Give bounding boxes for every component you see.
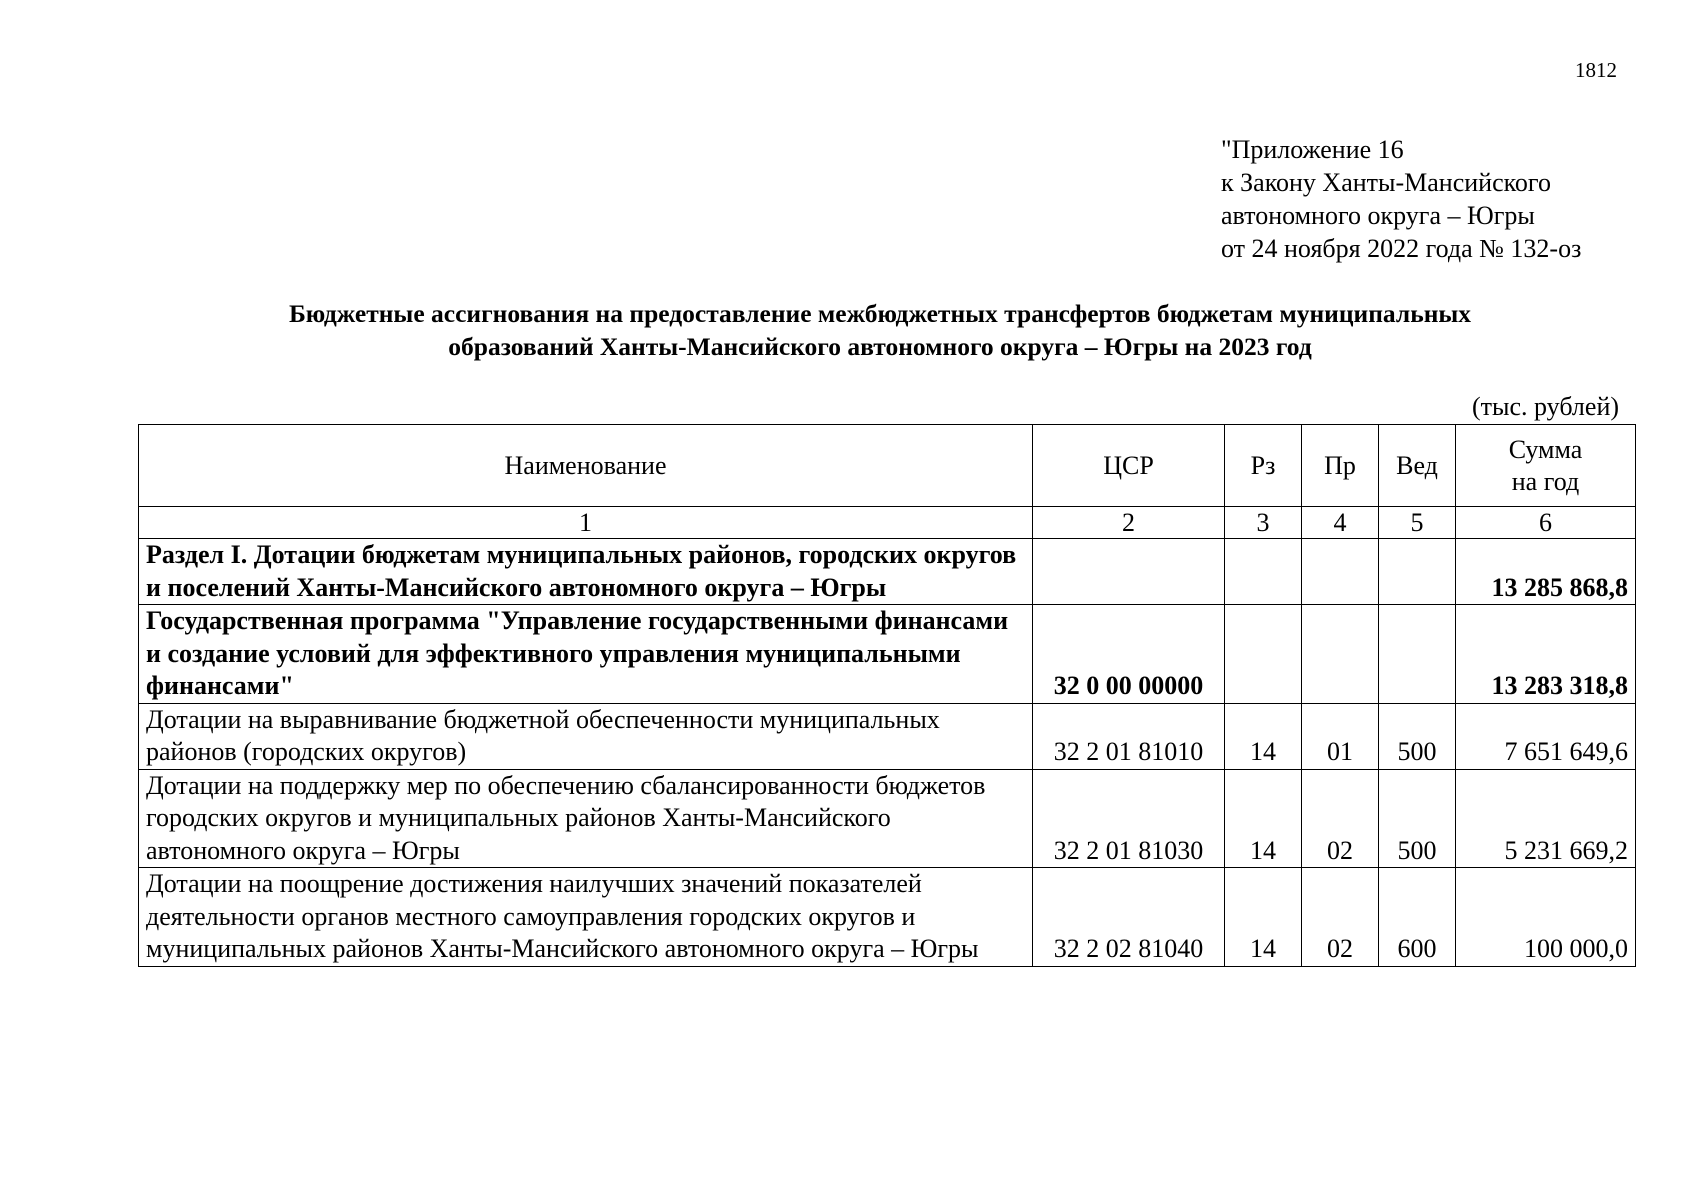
header-csr: ЦСР (1033, 425, 1225, 507)
header-ved: Вед (1379, 425, 1456, 507)
row-rz (1225, 539, 1302, 605)
column-number: 6 (1456, 507, 1636, 539)
row-csr: 32 0 00 00000 (1033, 605, 1225, 704)
column-number: 4 (1302, 507, 1379, 539)
column-number-row (139, 507, 1636, 539)
table-row (139, 539, 1636, 605)
document-title-line: Бюджетные ассигнования на предоставление межбюджетных трансфертов бюджетам муниципальных (288, 299, 1472, 328)
row-name: Государственная программа "Управление государственными финансами и создание условий для эффективного управления муниципальными финансами" (139, 605, 1033, 704)
row-amount: 13 283 318,8 (1456, 605, 1636, 704)
document-title-line: образований Ханты-Мансийского автономного округа – Югры на 2023 год (448, 332, 1312, 361)
table-row (139, 769, 1636, 868)
header-sum-line: Сумма (1508, 434, 1583, 464)
appendix-reference (1221, 133, 1581, 265)
appendix-line: "Приложение 16 (1221, 135, 1404, 164)
table-header-row (139, 425, 1636, 507)
row-ved: 600 (1379, 868, 1456, 967)
row-amount: 7 651 649,6 (1456, 703, 1636, 769)
row-name: Дотации на поддержку мер по обеспечению сбалансированности бюджетов городских округов и муниципальных районов Ханты-Мансийского автономного округа – Югры (139, 769, 1033, 868)
header-sum (1456, 425, 1636, 507)
budget-table (138, 424, 1636, 967)
column-number: 1 (139, 507, 1033, 539)
row-rz: 14 (1225, 703, 1302, 769)
row-rz (1225, 605, 1302, 704)
row-csr: 32 2 01 81010 (1033, 703, 1225, 769)
row-pr: 02 (1302, 868, 1379, 967)
row-name: Дотации на поощрение достижения наилучших значений показателей деятельности органов местного самоуправления городских округов и муниципальных районов Ханты-Мансийского автономного округа – Югры (139, 868, 1033, 967)
appendix-line: автономного округа – Югры (1221, 201, 1535, 230)
column-number: 2 (1033, 507, 1225, 539)
row-ved (1379, 539, 1456, 605)
row-amount: 5 231 669,2 (1456, 769, 1636, 868)
row-csr (1033, 539, 1225, 605)
column-number: 3 (1225, 507, 1302, 539)
column-number: 5 (1379, 507, 1456, 539)
row-ved: 500 (1379, 703, 1456, 769)
header-sum-line: на год (1511, 466, 1580, 496)
table-row (139, 605, 1636, 704)
header-pr: Пр (1302, 425, 1379, 507)
row-csr: 32 2 02 81040 (1033, 868, 1225, 967)
row-amount: 100 000,0 (1456, 868, 1636, 967)
row-rz: 14 (1225, 769, 1302, 868)
row-name: Дотации на выравнивание бюджетной обеспеченности муниципальных районов (городских округов) (139, 703, 1033, 769)
appendix-line: к Закону Ханты-Мансийского (1221, 168, 1551, 197)
header-rz: Рз (1225, 425, 1302, 507)
row-pr (1302, 539, 1379, 605)
table-row (139, 703, 1636, 769)
row-ved: 500 (1379, 769, 1456, 868)
appendix-line: от 24 ноября 2022 года № 132-оз (1221, 234, 1582, 263)
row-pr (1302, 605, 1379, 704)
page-number: 1812 (1575, 58, 1617, 82)
row-ved (1379, 605, 1456, 704)
table-row (139, 868, 1636, 967)
row-pr: 01 (1302, 703, 1379, 769)
header-name: Наименование (139, 425, 1033, 507)
row-rz: 14 (1225, 868, 1302, 967)
row-name: Раздел I. Дотации бюджетам муниципальных районов, городских округов и поселений Ханты-Мансийского автономного округа – Югры (139, 539, 1033, 605)
row-amount: 13 285 868,8 (1456, 539, 1636, 605)
units-label: (тыс. рублей) (1472, 392, 1620, 421)
document-title (130, 297, 1630, 363)
row-pr: 02 (1302, 769, 1379, 868)
row-csr: 32 2 01 81030 (1033, 769, 1225, 868)
